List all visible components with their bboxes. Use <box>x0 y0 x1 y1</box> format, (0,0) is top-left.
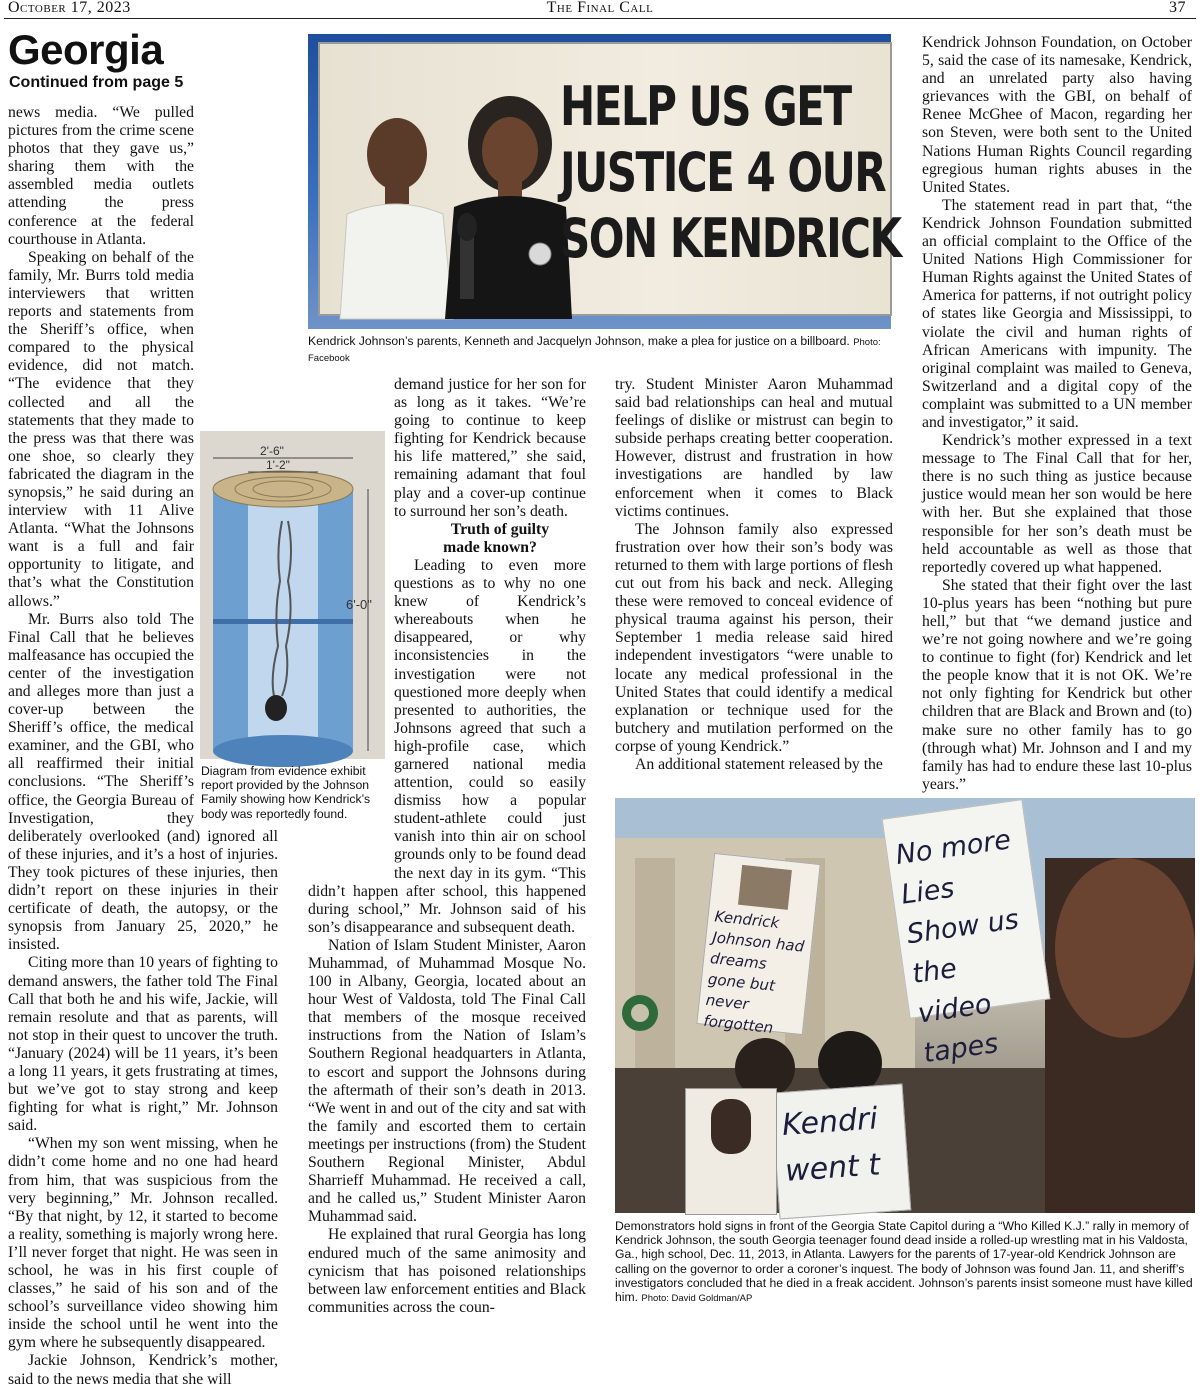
paragraph: She stated that their fight over the last 10-plus years has been “nothing but pure hell,” but that “we demand justice and we’re not going nowhere and we’re going to continue to fight (for) Kendrick and let the people know that it is not OK. We’re not only fighting for Kendrick but other children that are Black and Brown and (to) make sure no other family has to go (through what) Mr. Johnson and I and my family has had to endure these last 10-plus years.” <box>922 576 1192 793</box>
subhead-line: Truth of guilty <box>450 520 550 538</box>
issue-date: October 17, 2023 <box>8 0 131 16</box>
dim-inner-label: 1'-2" <box>266 458 290 472</box>
paragraph: news media. “We pulled pictures from the crime scene photos that they gave us,” sharing them with the assembled media outlets attending the press conference at the federal courthouse in Atlanta. <box>8 104 194 248</box>
sign-portrait-photo <box>711 1099 751 1154</box>
sign-text: No more Lies Show us the video tapes <box>893 824 1021 1070</box>
paragraph: Citing more than 10 years of fighting to demand answers, the father told The Final Call that both he and his wife, Jackie, will remain resolute and that as parents, will not stop in their quest to uncover the truth. “January (2024) will be 11 years, it’s been a long 11 years, it gets frustrating at times, but we’ve got to stay strong and keep fighting for what is right,” Mr. Johnson said. <box>8 954 278 1135</box>
photo-credit: Photo: Facebook <box>308 337 881 365</box>
billboard-line: JUSTICE 4 OUR <box>560 141 886 204</box>
sign-photo <box>738 865 792 910</box>
paragraph: Jackie Johnson, Kendrick’s mother, said to the news media that she will <box>8 1352 278 1388</box>
billboard-line: HELP US GET <box>560 75 851 138</box>
paragraph: The statement read in part that, “the Kendrick Johnson Foundation submitted an official complaint to the Office of the United Nations High Commissioner for Human Rights against the United States of America for patterns, if not outright policy of states like Georgia and Mississippi, to violate the civil and human rights of African Americans with impunity. The original complaint was mailed to Geneva, Switzerland and a digital copy of the complaint was submitted to a UN member and investigator,” it said. <box>922 196 1192 431</box>
page-number: 37 <box>1169 0 1186 16</box>
caption-text: Kendrick Johnson’s parents, Kenneth and Jacquelyn Johnson, make a plea for justice on a billboard. <box>308 334 850 348</box>
running-head <box>0 0 1200 18</box>
sign-kendrick-dreams <box>696 853 820 1035</box>
billboard-caption <box>308 334 898 366</box>
paragraph: He explained that rural Georgia has long endured much of the same animosity and cynicism that has poisoned relationships between law enforcement entities and Black communities across the coun- <box>308 1226 586 1316</box>
paragraph: try. Student Minister Aaron Muhammad said bad relationships can heal and mutual feelings of dislike or mistrust can begin to subside perhaps creating better cooperation. However, distrust and frustration in how investigations are handled by law enforcement when it comes to Black victims continues. <box>615 376 893 520</box>
dim-height-label: 6'-0" <box>346 597 372 612</box>
article-column-3 <box>615 376 893 776</box>
sign-text: Kendri went t <box>780 1101 882 1189</box>
header-rule <box>4 18 1196 19</box>
paragraph: “When my son went missing, when he didn’t come home and no one had heard from him, that was suspicious from the very beginning,” Mr. Johnson recalled. “By that night, by 12, it started to become a reality, something is majorly wrong here. I’ll never forget that night. He was seen in school, he was in his first couple of classes,” he said of his son and of the school’s surveillance video showing him inside the school until he went into the gym where he subsequently disappeared. <box>8 1135 278 1352</box>
paper-name: The Final Call <box>546 0 654 16</box>
mother-figure <box>440 89 575 319</box>
paragraph: The Johnson family also expressed frustration over how their son’s body was returned to them with large portions of flesh cut out from his back and neck. Alleging these were removed to conceal evidence of physical trauma against his person, their September 1 media release said hired independent investigators “were unable to locate any medical professional in the United States that could identify a medical explanation or technique used for the butchery and mutilation performed on the corpse of young Kendrick.” <box>615 520 893 755</box>
paragraph: Kendrick’s mother expressed in a text message to The Final Call that for her, there is no such thing as justice because justice would mean her son would be here with her. But she explained that those responsible for her son’s death must be held accountable as well as those that reportedly covered up what happened. <box>922 432 1192 576</box>
paragraph: demand justice for her son for as long as it takes. “We’re going to continue to keep fighting for Kendrick because his life mattered,” she said, remaining adamant that foul play and a cover-up continue to surround her son’s death. <box>394 376 586 520</box>
subhead-line: made known? <box>443 538 537 556</box>
rally-photo <box>615 798 1195 1213</box>
paragraph: Nation of Islam Student Minister, Aaron Muhammad, of Muhammad Mosque No. 100 in Albany, Georgia, located about an hour West of Valdosta, told The Final Call that members of the mosque received instructions from the Nation of Islam’s Southern Regional headquarters in Atlanta, to escort and support the Johnsons during the aftermath of their son’s death in 2013. “We went in and out of the city and sat with the family and escorted them to certain meetings per instructions (from) the Student Southern Regional Minister, Abdul Sharrieff Muhammad. He received a call, and he called us,” Student Minister Aaron Muhammad said. <box>308 936 586 1226</box>
billboard-sign <box>318 42 901 316</box>
continued-from-label: Continued from page 5 <box>9 74 184 91</box>
paragraph: Speaking on behalf of the family, Mr. Burrs told media interviewers that written reports and statements from the Sheriff’s office, when compared to the physical evidence, did not match. “The evidence that they collected and all the statements that they made to the press was that there was one shoe, so clearly they fabricated the diagram in the synopsis,” he said during an interview with 11 Alive Atlanta. “What the Johnsons want is a full and fair opportunity to litigate, and that’s what the Constitution allows.” <box>8 248 194 610</box>
diagram-caption: Diagram from evidence exhibit report provided by the Johnson Family showing how Kendrick’s body was reportedly found. <box>201 764 371 821</box>
diagram-float-spacer <box>308 412 394 872</box>
sign-text: Kendrick Johnson had dreams gone but never forgotten <box>702 907 806 1037</box>
paragraph: Mr. Burrs also told The Final Call that he believes malfeasance has occupied the center of the investigation and alleges more than just a cover-up between the Sheriff’s office, the medical examiner, and the GBI, who all reaffirmed their initial conclusions. “The Sheriff’s office, the Georgia Bureau of Investigation, they deliberately overlooked (and) ignored all of these injuries, and it’s a host of injuries. They took pictures of these injuries, then didn’t report on these injuries in their certificate of death, the autopsy, or the synopsis from January 25, 2020,” he insisted. <box>8 610 278 954</box>
article-column-4 <box>922 34 1192 793</box>
billboard-slogan <box>560 74 901 272</box>
dim-top-label: 2'-6" <box>260 444 284 458</box>
sign-portrait <box>685 1088 777 1215</box>
photo-credit: Photo: David Goldman/AP <box>641 1293 753 1305</box>
rally-caption <box>615 1219 1193 1306</box>
sign-no-more-lies <box>882 799 1051 1070</box>
paragraph: An additional statement released by the <box>635 755 883 773</box>
paragraph: Kendrick Johnson Foundation, on October 5, said the case of its namesake, Kendrick, and an unrelated party also having grievances with the GBI, on behalf of Renee McGhee of Macon, regarding her son Steven, were both sent to the United Nations Human Rights Council regarding egregious human rights abuses in the United States. <box>922 34 1192 196</box>
sign-kendrick-went <box>771 1084 912 1220</box>
article-title: Georgia <box>8 26 164 73</box>
billboard-line: SON KENDRICK <box>560 207 901 270</box>
caption-text: Demonstrators hold signs in front of the Georgia State Capitol during a “Who Killed K.J.” rally in memory of Kendrick Johnson, the south Georgia teenager found dead inside a rolled-up wrestling mat in his Valdosta, Ga., high school, Dec. 11, 2013, in Atlanta. Lawyers for the parents of 17-year-old Kendrick Johnson are calling on the governor to order a coroner’s inquest. The body of Johnson was found Jan. 11, and sheriff’s investigators concluded that he died in a freak accident. Johnson’s parents insist someone must have killed him. <box>615 1219 1193 1305</box>
father-figure <box>335 104 455 319</box>
paragraph: Leading to even more questions as to why no one knew of Kendrick’s whereabouts when he disappeared, or why inconsistencies in the investigation were not questioned more deeply when presented to authorities, the Johnsons agreed that such a high-profile case, which garnered national media attention, could so easily dismiss how a popular student-athlete could just vanish into thin air on school grounds only to be found dead the next day in its gym. “This didn’t happen after school, this happened during school,” Mr. Johnson said of his son’s disappearance and subsequent death. <box>308 556 586 936</box>
billboard-photo <box>308 34 901 329</box>
article-column-2 <box>308 376 586 1316</box>
